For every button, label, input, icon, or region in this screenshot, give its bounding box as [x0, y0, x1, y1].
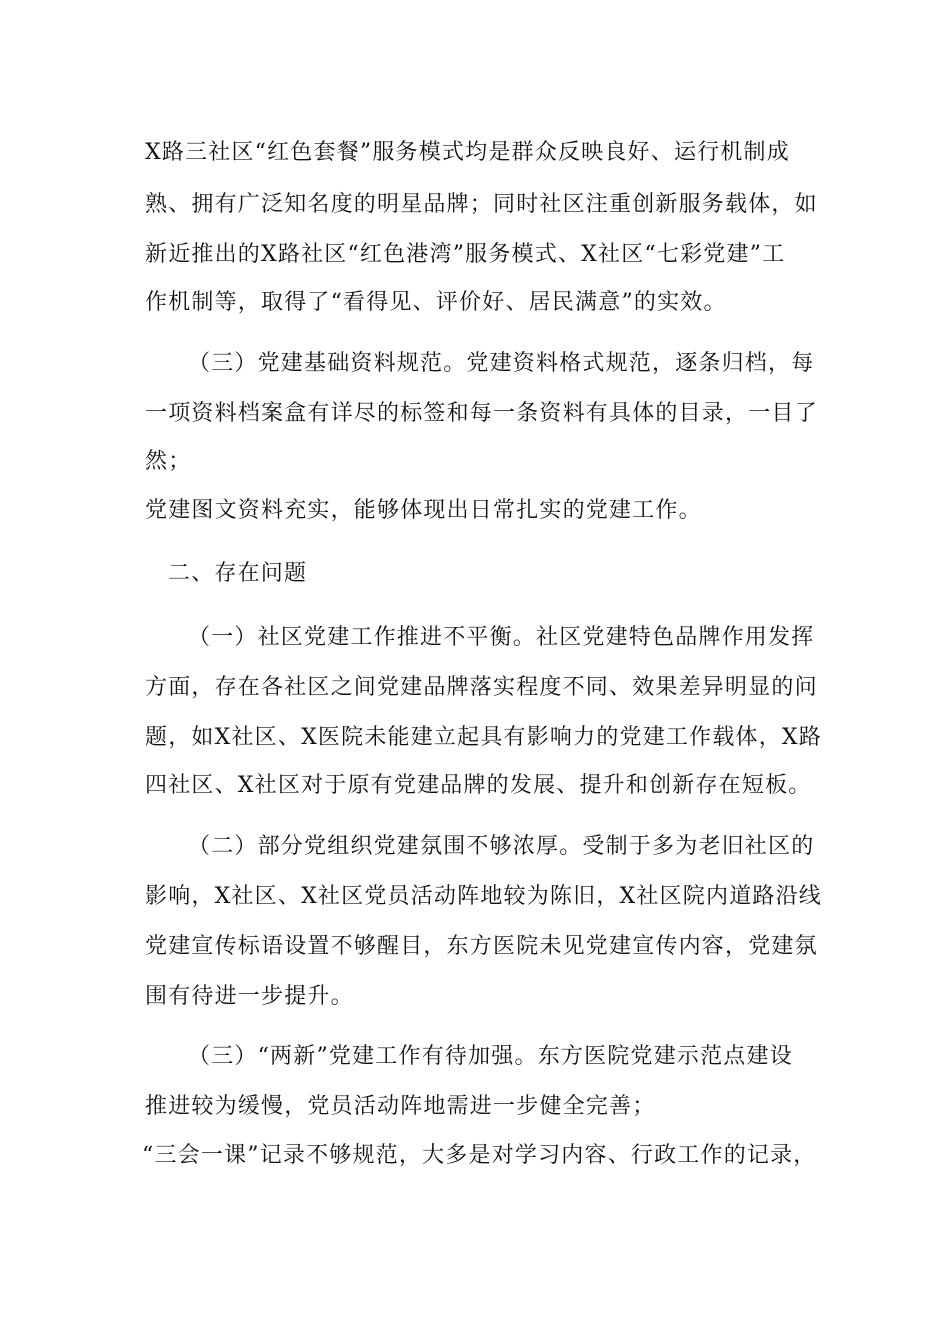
- paragraph-line: 党建宣传标语设置不够醒目，东方医院未见党建宣传内容，党建氛: [145, 934, 818, 959]
- paragraph-line: 题，如X社区、X医院未能建立起具有影响力的党建工作载体，X路: [145, 725, 822, 750]
- paragraph-line: 影响，X社区、X社区党员活动阵地较为陈旧，X社区院内道路沿线: [145, 884, 822, 909]
- section-heading: 二、存在问题: [168, 561, 308, 586]
- paragraph-line: 然；: [145, 449, 192, 474]
- paragraph-line: “三会一课”记录不够规范，大多是对学习内容、行政工作的记录，: [142, 1143, 817, 1168]
- paragraph-line: 新近推出的X路社区“红色港湾”服务模式、X社区“七彩党建”工: [145, 242, 786, 267]
- paragraph-line: 作机制等，取得了“看得见、评价好、居民满意”的实效。: [145, 290, 727, 315]
- paragraph-line: （三）党建基础资料规范。党建资料格式规范，逐条归档，每: [188, 351, 815, 376]
- paragraph-line: 四社区、X社区对于原有党建品牌的发展、提升和创新存在短板。: [145, 773, 812, 798]
- paragraph-line: 方面，存在各社区之间党建品牌落实程度不同、效果差异明显的问: [145, 675, 818, 700]
- paragraph-line: 一项资料档案盒有详尽的标签和每一条资料有具体的目录，一目了: [145, 401, 818, 426]
- paragraph-line: （一）社区党建工作推进不平衡。社区党建特色品牌作用发挥: [188, 625, 815, 650]
- paragraph-line: 党建图文资料充实，能够体现出日常扎实的党建工作。: [145, 498, 702, 523]
- paragraph-line: （二）部分党组织党建氛围不够浓厚。受制于多为老旧社区的: [188, 834, 815, 859]
- paragraph-line: 推进较为缓慢，党员活动阵地需进一步健全完善；: [145, 1094, 656, 1119]
- paragraph-line: （三）“两新”党建工作有待加强。东方医院党建示范点建设: [188, 1044, 793, 1069]
- paragraph-line: X路三社区“红色套餐”服务模式均是群众反映良好、运行机制成: [145, 140, 790, 165]
- paragraph-line: 熟、拥有广泛知名度的明星品牌；同时社区注重创新服务载体，如: [145, 192, 818, 217]
- paragraph-line: 围有待进一步提升。: [145, 984, 354, 1009]
